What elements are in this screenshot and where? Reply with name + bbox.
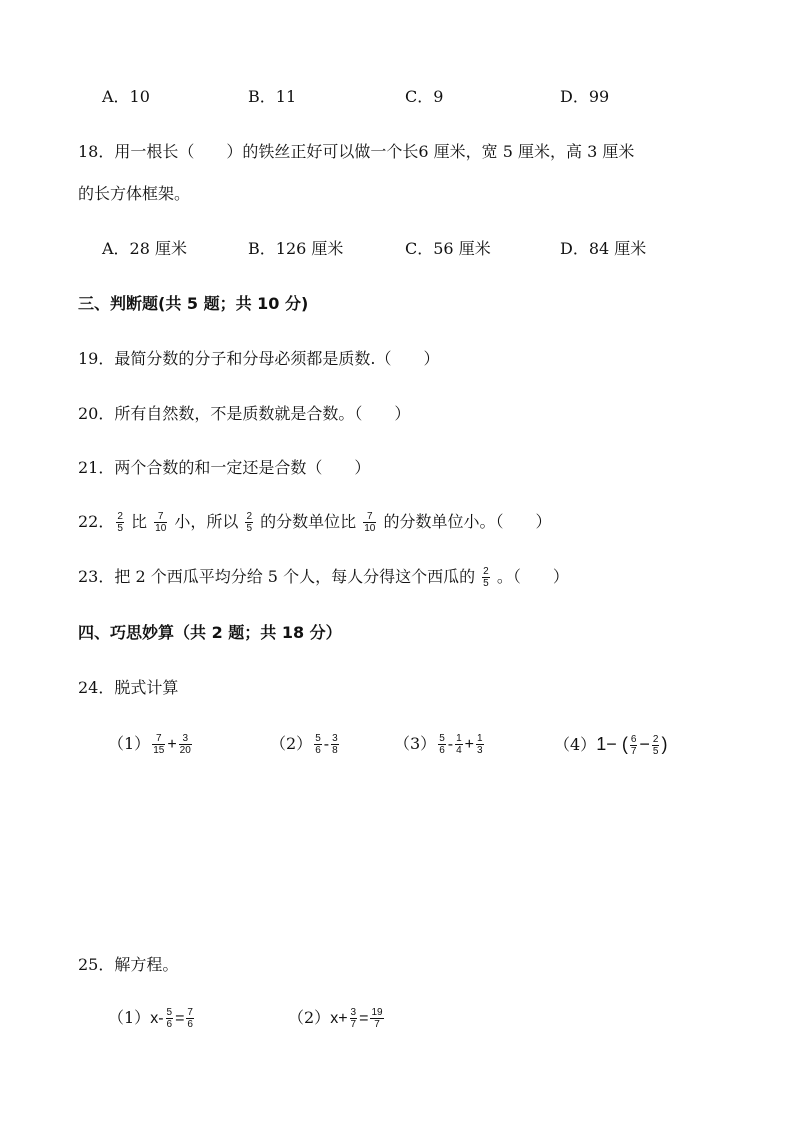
q24-part-1-fraction-2: $\frac{3}{20}$ [179, 733, 191, 756]
q24-part-4 [554, 730, 667, 759]
q24-part-3-fraction-1: $\frac{5}{6}$ [439, 733, 445, 756]
q17-option-c: C．9 [405, 87, 444, 106]
q18-line-1: 18．用一根长（ ）的铁丝正好可以做一个长6 厘米，宽 5 厘米，高 3 厘米 [78, 142, 635, 161]
q25-part-2-fraction-1: $\frac{3}{7}$ [350, 1007, 357, 1030]
q21-text: 21．两个合数的和一定还是合数（ ） [78, 458, 371, 477]
q22-text-1: 比 [131, 512, 148, 531]
q17-option-b: B．11 [248, 87, 297, 106]
q22 [78, 508, 551, 536]
q20-text: 20．所有自然数，不是质数就是合数。（ ） [78, 404, 411, 423]
q23-fraction: $\frac{2}{5}$ [483, 566, 489, 589]
q24-part-3-label: （3） [394, 734, 437, 753]
q24-part-3-operator-1: - [447, 736, 454, 753]
q25-part-2-label: （2） [288, 1008, 331, 1027]
q22-prefix: 22． [78, 512, 115, 531]
q22-text-2: 小，所以 [174, 512, 239, 531]
q25-part-2-equals: = [359, 1010, 369, 1027]
q23-suffix: 。（ ） [496, 567, 569, 586]
q24-part-3-fraction-3: $\frac{1}{3}$ [476, 733, 483, 756]
q22-text-4: 的分数单位小。（ ） [383, 512, 552, 531]
q24-part-1 [108, 730, 194, 759]
q25-part-2-variable: x+ [330, 1010, 348, 1027]
q24-part-4-left-paren: ( [621, 734, 628, 754]
q22-fraction-2: $\frac{7}{10}$ [155, 511, 167, 534]
q24-part-3 [394, 730, 486, 759]
q25-part-2-fraction-2: $\frac{19}{7}$ [371, 1007, 383, 1030]
q18-option-a: A．28 厘米 [102, 239, 188, 258]
q24-part-2-fraction-1: $\frac{5}{6}$ [315, 733, 321, 756]
q22-fraction-3: $\frac{2}{5}$ [246, 511, 253, 534]
q23 [78, 563, 569, 591]
q25-part-1-equals: = [175, 1010, 185, 1027]
q25-part-1-fraction-2: $\frac{7}{6}$ [187, 1007, 193, 1030]
q24-part-4-operator: − [639, 734, 650, 754]
q17-option-a: A．10 [102, 87, 150, 106]
q24-part-3-operator-2: + [464, 736, 474, 753]
q22-text-3: 的分数单位比 [260, 512, 357, 531]
q18-option-b: B．126 厘米 [248, 239, 344, 258]
q25-part-2 [288, 1004, 386, 1033]
q18-option-c: C．56 厘米 [405, 239, 491, 258]
q25-part-1-variable: x- [150, 1010, 164, 1027]
q24-title: 24．脱式计算 [78, 678, 179, 697]
q25-part-1 [108, 1004, 196, 1033]
q24-part-4-fraction-1: $\frac{6}{7}$ [630, 734, 637, 757]
q23-prefix: 23．把 2 个西瓜平均分给 5 个人，每人分得这个西瓜的 [78, 567, 476, 586]
q25-part-1-label: （1） [108, 1008, 151, 1027]
q24-part-4-label: （4） [554, 735, 597, 754]
q24-part-4-right-paren: ) [661, 734, 668, 754]
q18-line-2: 的长方体框架。 [78, 184, 191, 203]
q25-part-1-fraction-1: $\frac{5}{6}$ [166, 1007, 173, 1030]
q19-text: 19．最简分数的分子和分母必须都是质数.（ ） [78, 349, 440, 368]
q24-part-1-label: （1） [108, 734, 151, 753]
q22-fraction-1: $\frac{2}{5}$ [117, 511, 123, 534]
q24-part-1-fraction-1: $\frac{7}{15}$ [153, 733, 165, 756]
q24-part-4-fraction-2: $\frac{2}{5}$ [652, 734, 659, 757]
q24-part-4-lead: 1− [596, 734, 617, 754]
q22-fraction-4: $\frac{7}{10}$ [364, 511, 376, 534]
q24-part-3-fraction-2: $\frac{1}{4}$ [456, 733, 462, 756]
q24-part-2 [270, 730, 341, 759]
q24-part-1-operator: + [167, 736, 177, 753]
q18-option-d: D．84 厘米 [560, 239, 647, 258]
q24-part-2-operator: - [323, 736, 330, 753]
section-3-title: 三、判断题(共 5 题；共 10 分) [78, 294, 309, 313]
q24-part-2-label: （2） [270, 734, 313, 753]
q25-title: 25．解方程。 [78, 955, 179, 974]
q24-part-2-fraction-2: $\frac{3}{8}$ [332, 733, 338, 756]
section-4-title: 四、巧思妙算（共 2 题；共 18 分） [78, 623, 342, 642]
q17-option-d: D．99 [560, 87, 610, 106]
